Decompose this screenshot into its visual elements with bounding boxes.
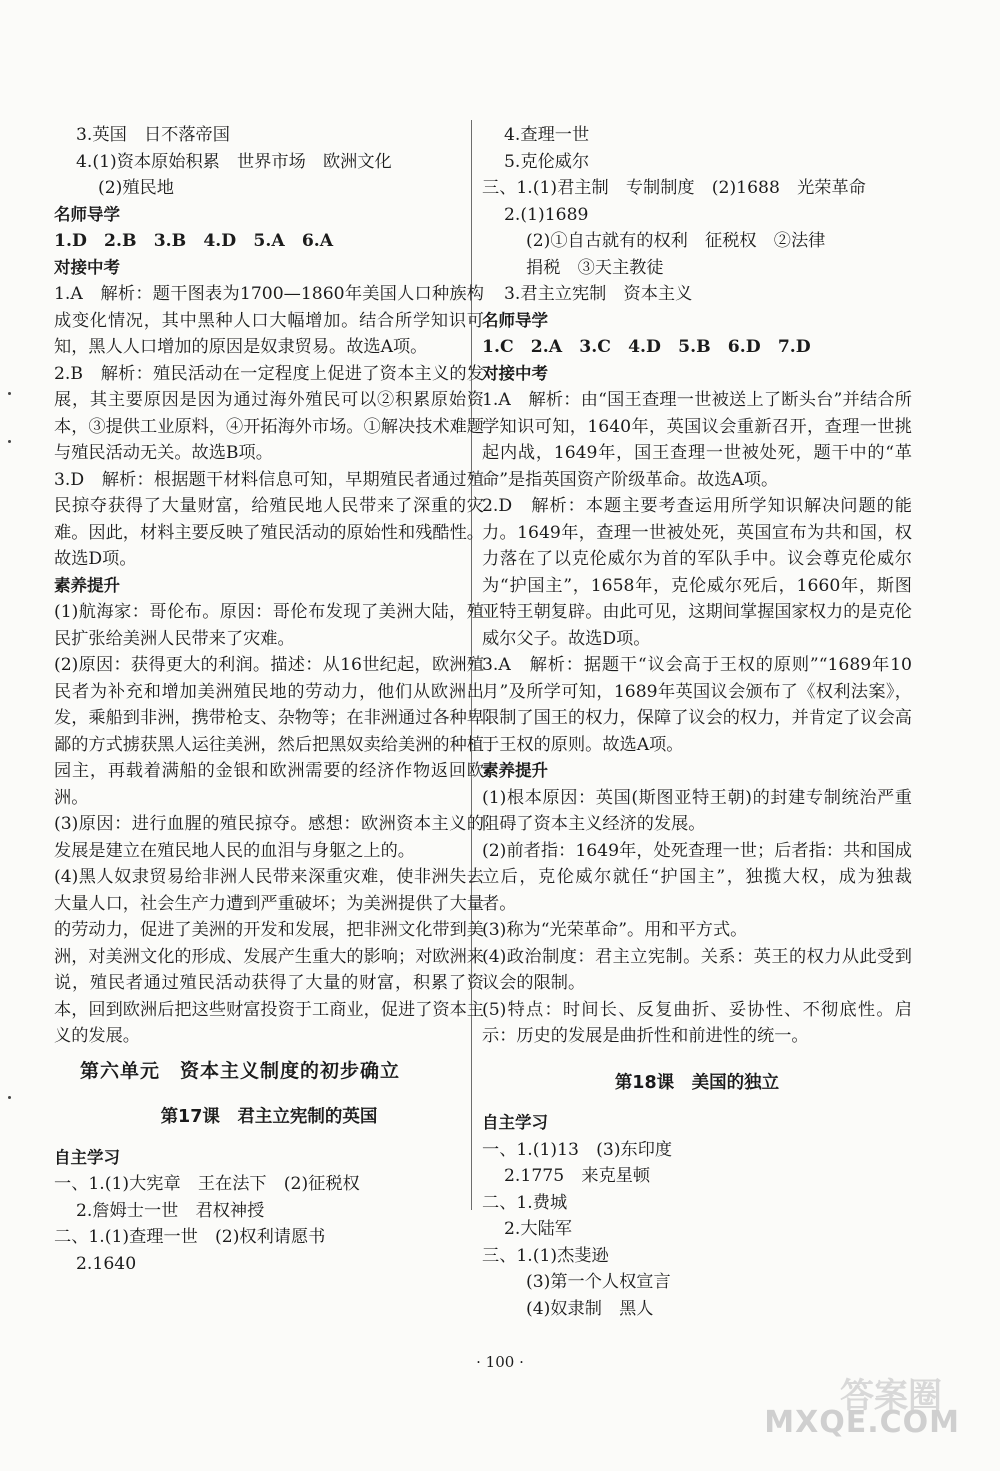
answer-line: 三、1.(1)君主制 专制制度 (2)1688 光荣革命 — [482, 178, 866, 198]
answer-line: 2.1775 来克星顿 — [504, 1166, 651, 1186]
answer-line: 3.君主立宪制 资本主义 — [504, 284, 693, 304]
section-heading: 名师导学 — [482, 310, 548, 330]
answer-paragraph: (2)前者指：1649年，处死查理一世；后者指：共和国成立后，克伦威尔就任“护国主”，独揽大权，成为独裁者。 — [482, 840, 912, 914]
watermark-logo: 答案圈 — [840, 1376, 942, 1416]
explanation-paragraph: 3.A 解析：据题干“议会高于王权的原则”“1689年10月”及所学可知，1689年英国议会颁布了《权利法案》，限制了国王的权力，保障了议会的权力，并肯定了议会高于王权的原则。故选A项。 — [482, 655, 912, 755]
answer-line: 2.詹姆士一世 君权神授 — [76, 1200, 265, 1221]
margin-mark — [8, 440, 11, 443]
answer-line: 一、1.(1)大宪章 王在法下 (2)征税权 — [54, 1174, 360, 1194]
answer-paragraph: (2)原因：获得更大的利润。描述：从16世纪起，欧洲殖民者为补充和增加美洲殖民地的劳动力，他们从欧洲出发，乘船到非洲，携带枪支、杂物等；在非洲通过各种卑鄙的方式掳获黑人运往美洲，然后把黑奴卖给美洲的种植园主，再载着满船的金银和欧洲需要的经济作物返回欧洲。 — [54, 655, 484, 808]
answer-line: (3)第一个人权宣言 — [526, 1272, 671, 1292]
explanation-paragraph: 2.D 解析：本题主要考查运用所学知识解决问题的能力。1649年，查理一世被处死，英国宣布为共和国，权力落在了以克伦威尔为首的军队手中。议会尊克伦威尔为“护国主”，1658年，克伦威尔死后，1660年，斯图亚特王朝复辟。由此可见，这期间掌握国家权力的是克伦威尔父子。故选D项。 — [482, 496, 912, 649]
answer-line: 5.克伦威尔 — [504, 151, 590, 172]
answer-paragraph: (3)称为“光荣革命”。用和平方式。 — [482, 920, 748, 940]
section-heading: 素养提升 — [482, 761, 548, 780]
answer-line: 捐税 ③天主教徒 — [526, 257, 664, 278]
answer-line: 3.英国 日不落帝国 — [76, 125, 230, 145]
section-heading: 对接中考 — [54, 257, 120, 277]
section-heading: 自主学习 — [54, 1147, 120, 1167]
answer-line: 2.大陆军 — [504, 1219, 572, 1239]
answer-paragraph: (4)政治制度：君主立宪制。关系：英王的权力从此受到议会的限制。 — [482, 946, 912, 993]
section-heading: 名师导学 — [54, 204, 120, 224]
answer-line: 2.(1)1689 — [504, 204, 589, 225]
answer-line: 一、1.(1)13 (3)东印度 — [482, 1139, 673, 1160]
answer-line: 二、1.费城 — [482, 1192, 568, 1213]
answer-paragraph: (3)原因：进行血腥的殖民掠夺。感想：欧洲资本主义的发展是建立在殖民地人民的血泪与身躯之上的。 — [54, 814, 484, 861]
lesson-title: 第17课 君主立宪制的英国 — [160, 1107, 378, 1127]
answer-paragraph: (4)黑人奴隶贸易给非洲人民带来深重灾难，使非洲失去大量人口，社会生产力遭到严重破坏；为美洲提供了大量的劳动力，促进了美洲的开发和发展，把非洲文化带到美洲，对美洲文化的形成、发展产生重大的影响；对欧洲来说，殖民者通过殖民活动获得了大量的财富，积累了资本，回到欧洲后把这些财富投资于工商业，促进了资本主义的发展。 — [54, 867, 484, 1046]
section-heading: 对接中考 — [482, 363, 548, 383]
answer-line: 三、1.(1)杰斐逊 — [482, 1245, 609, 1266]
explanation-paragraph: 1.A 解析：题干图表为1700—1860年美国人口种族构成变化情况，其中黑种人口大幅增加。结合所学知识可知，黑人人口增加的原因是奴隶贸易。故选A项。 — [54, 284, 484, 357]
answer-line: (4)奴隶制 黑人 — [526, 1298, 654, 1319]
unit-title: 第六单元 资本主义制度的初步确立 — [80, 1059, 401, 1082]
page-number: · 100 · — [476, 1353, 524, 1371]
lesson-title: 第18课 美国的独立 — [614, 1072, 780, 1093]
explanation-paragraph: 1.A 解析：由“国王查理一世被送上了断头台”并结合所学知识可知，1640年，英国议会重新召开，查理一世挑起内战，1649年，国王查理一世被处死，题干中的“革命”是指英国资产阶级革命。故选A项。 — [482, 390, 912, 490]
left-column — [54, 122, 484, 1277]
answer-line: 2.1640 — [76, 1253, 137, 1274]
answer-paragraph: (1)根本原因：英国(斯图亚特王朝)的封建专制统治严重阻碍了资本主义经济的发展。 — [482, 787, 912, 834]
margin-mark — [8, 392, 11, 395]
section-heading: 自主学习 — [482, 1113, 548, 1132]
answer-paragraph: (1)航海家：哥伦布。原因：哥伦布发现了美洲大陆，殖民扩张给美洲人民带来了灾难。 — [54, 602, 484, 649]
answer-line: 二、1.(1)查理一世 (2)权利请愿书 — [54, 1227, 326, 1247]
answer-line: 4.查理一世 — [504, 125, 590, 145]
answer-paragraph: (5)特点：时间长、反复曲折、妥协性、不彻底性。启示：历史的发展是曲折性和前进性的统一。 — [482, 999, 912, 1046]
explanation-paragraph: 2.B 解析：殖民活动在一定程度上促进了资本主义的发展，其主要原因是因为通过海外殖民可以②积累原始资本，③提供工业原料，④开拓海外市场。①解决技术难题与殖民活动无关。故选B项。 — [54, 363, 484, 463]
answer-line: (2)殖民地 — [98, 178, 174, 198]
answer-line: (2)①自古就有的权利 征税权 ②法律 — [526, 231, 826, 251]
explanation-paragraph: 3.D 解析：根据题干材料信息可知，早期殖民者通过殖民掠夺获得了大量财富，给殖民地人民带来了深重的灾难。因此，材料主要反映了殖民活动的原始性和残酷性。故选D项。 — [54, 469, 484, 569]
answer-line: 4.(1)资本原始积累 世界市场 欧洲文化 — [76, 151, 392, 172]
section-heading: 素养提升 — [54, 575, 120, 595]
answer-line: 1.C 2.A 3.C 4.D 5.B 6.D 7.D — [482, 337, 811, 357]
watermark-url: MXQE.COM — [764, 1405, 960, 1440]
right-column — [482, 122, 912, 1322]
answer-line: 1.D 2.B 3.B 4.D 5.A 6.A — [54, 231, 334, 251]
margin-mark — [8, 1096, 11, 1099]
